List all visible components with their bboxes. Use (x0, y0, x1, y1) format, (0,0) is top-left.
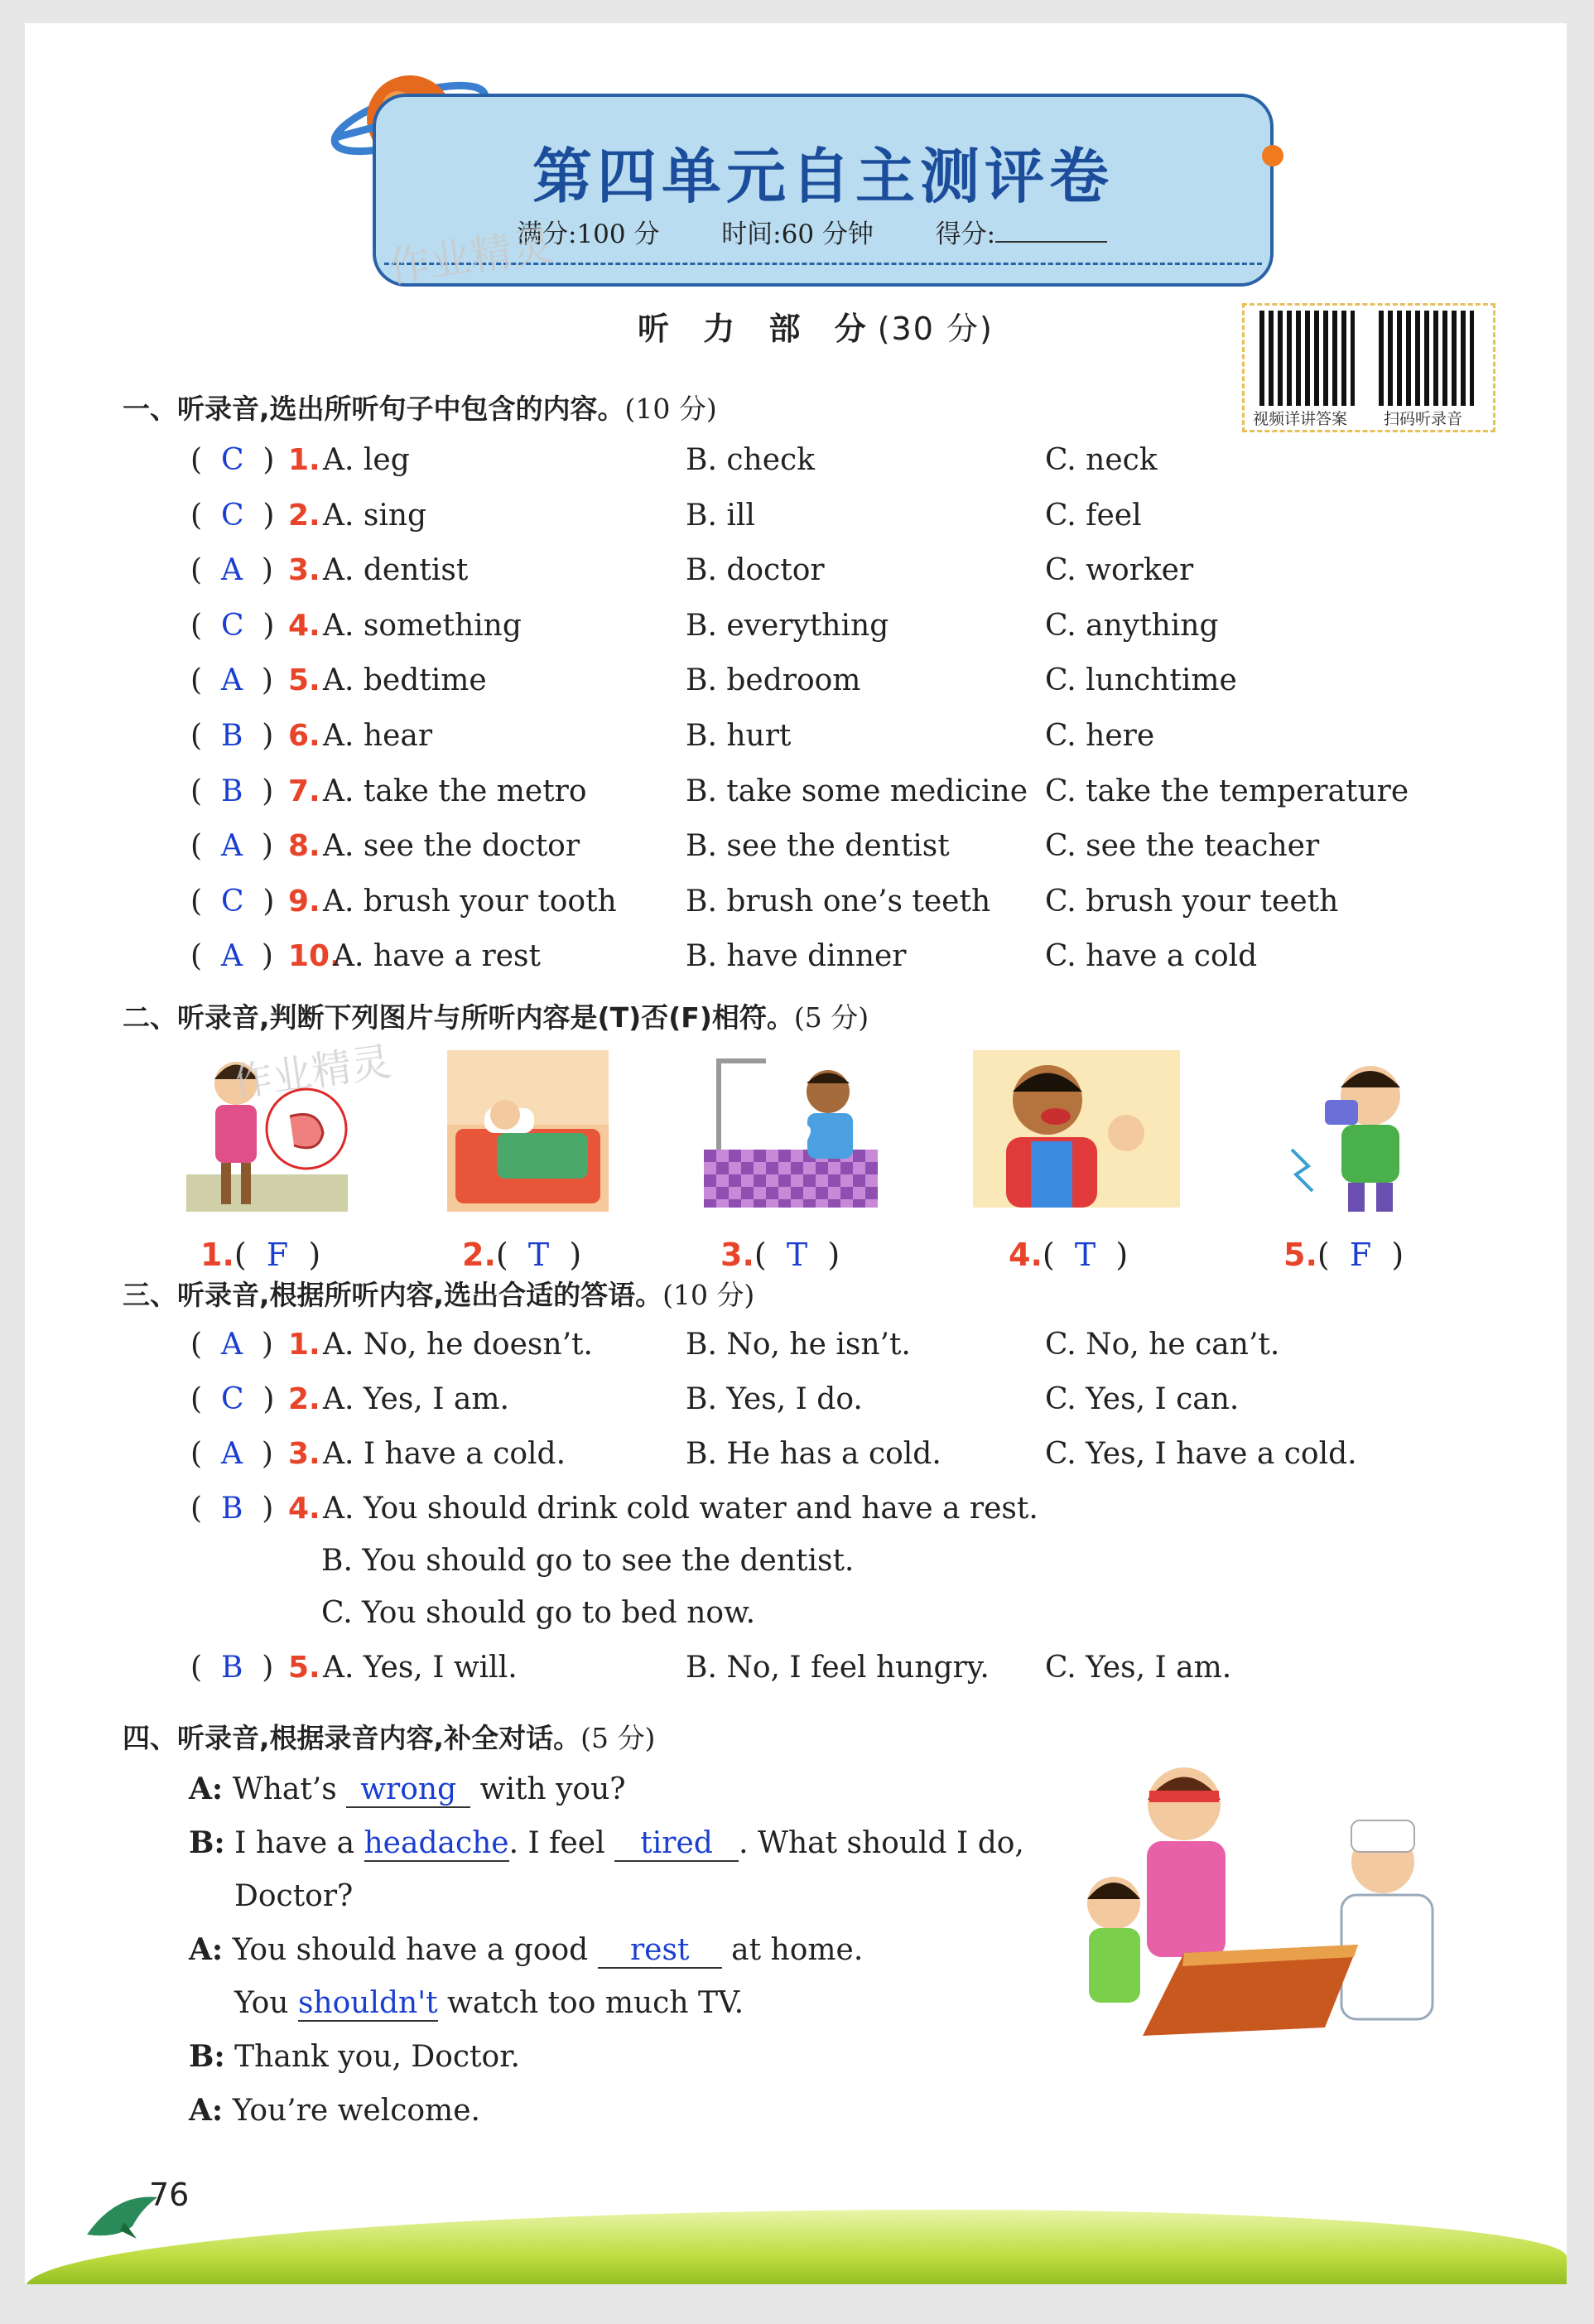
answer-letter: C (220, 1382, 244, 1416)
option-a[interactable]: A. sing (323, 498, 427, 533)
answer-letter: B (220, 774, 243, 808)
question-number: 4. (288, 608, 320, 643)
answer-paren[interactable]: ( A ) (190, 553, 273, 588)
qr-label-audio: 扫码听录音 (1384, 410, 1463, 428)
option-b[interactable]: B. Yes, I do. (686, 1382, 863, 1416)
question-number: 5. (288, 663, 320, 698)
option-c[interactable]: C. Yes, I can. (1045, 1382, 1240, 1416)
footer-grass (25, 2210, 1567, 2284)
option-c[interactable]: C. Yes, I am. (1045, 1651, 1232, 1685)
answer-letter: B (220, 1651, 243, 1685)
section3-item-5 (25, 1645, 1567, 1691)
question-number: 3. (288, 1437, 320, 1471)
section2-answer-3[interactable]: 3.( T ) (720, 1237, 840, 1273)
section3-title: 三、听录音,根据所听内容,选出合适的答语。(10 分) (123, 1279, 755, 1311)
picture-sick-in-bed (447, 1050, 609, 1212)
option-b[interactable]: B. ill (686, 498, 755, 533)
answer-paren[interactable]: ( A ) (190, 663, 273, 698)
section1-item-6 (25, 713, 1567, 759)
answer-letter: C (220, 608, 244, 643)
qr-code-answers[interactable] (1259, 311, 1355, 406)
option-a[interactable]: A. something (323, 608, 522, 643)
dialogue-line-2b: Doctor? (234, 1879, 354, 1913)
section3-item-2 (25, 1377, 1567, 1423)
exam-info (517, 213, 1107, 250)
answer-paren[interactable]: ( A ) (190, 829, 273, 864)
question-number: 3. (288, 553, 320, 588)
section4-title: 四、听录音,根据录音内容,补全对话。(5 分) (123, 1722, 656, 1754)
dialogue (189, 1762, 1050, 2138)
option-c[interactable]: C. here (1045, 719, 1155, 753)
section1-item-3 (25, 547, 1567, 594)
blank-1[interactable]: wrong (346, 1773, 470, 1808)
qr-code-audio[interactable] (1379, 311, 1474, 406)
question-number: 10. (288, 939, 341, 974)
question-number: 6. (288, 719, 320, 753)
option-b[interactable]: B. check (686, 443, 815, 477)
section3-list (25, 1322, 1567, 1703)
option-c[interactable]: C. No, he can’t. (1045, 1328, 1280, 1362)
option-a[interactable]: A. leg (323, 443, 410, 477)
question-number: 1. (288, 1328, 320, 1362)
question-number: 2. (288, 498, 320, 533)
option-b[interactable]: B. He has a cold. (686, 1437, 941, 1471)
picture-hurt-leg (704, 1050, 878, 1212)
option-c[interactable]: C. neck (1045, 443, 1158, 477)
dialogue-line-6: A: You’re welcome. (189, 2093, 480, 2128)
answer-paren[interactable]: ( C ) (190, 498, 275, 533)
option-a[interactable]: A. brush your tooth (323, 884, 617, 919)
picture-sneezing-boy (973, 1050, 1180, 1208)
option-b[interactable]: B. have dinner (686, 939, 907, 974)
option-a[interactable]: A. No, he doesn’t. (323, 1328, 593, 1362)
option-a[interactable]: A. Yes, I am. (323, 1382, 509, 1416)
question-number: 9. (288, 884, 320, 919)
score-label: 得分: (935, 219, 996, 249)
option-c[interactable]: C. see the teacher (1045, 829, 1320, 864)
option-a[interactable]: A. I have a cold. (323, 1437, 566, 1471)
answer-paren[interactable]: ( B ) (190, 1492, 274, 1526)
answer-paren[interactable]: ( B ) (190, 1651, 274, 1685)
answer-paren[interactable]: ( A ) (190, 1437, 273, 1471)
answer-letter: A (220, 553, 243, 588)
option-c[interactable]: C. anything (1045, 608, 1219, 643)
blank-5[interactable]: shouldn't (297, 1986, 438, 2020)
section2-title: 二、听录音,判断下列图片与所听内容是(T)否(F)相符。(5 分) (123, 1001, 869, 1034)
section3-item-3 (25, 1431, 1567, 1478)
section2-answer-4[interactable]: 4.( T ) (1009, 1237, 1129, 1273)
option-b[interactable]: B. No, he isn’t. (686, 1328, 911, 1362)
section1-item-5 (25, 658, 1567, 704)
picture-toothache-boy (1275, 1050, 1441, 1216)
section1-item-8 (25, 823, 1567, 870)
answer-paren[interactable]: ( A ) (190, 1328, 273, 1362)
full-score: 满分:100 分 (517, 219, 660, 249)
option-b[interactable]: B. hurt (686, 719, 792, 753)
section1-item-1 (25, 437, 1567, 484)
answer-letter: A (220, 663, 243, 698)
option-b[interactable]: B. take some medicine (686, 774, 1028, 808)
answer-letter: C (220, 443, 244, 477)
section1-item-10 (25, 933, 1567, 980)
dialogue-line-3: A: You should have a good rest at home. (189, 1932, 864, 1967)
answer-letter: A (220, 939, 243, 974)
watermark-2: 作业精灵 (229, 1038, 394, 1107)
option-a[interactable]: A. have a rest (333, 939, 541, 974)
question-number: 2. (288, 1382, 320, 1416)
option-b[interactable]: B. You should go to see the dentist. (321, 1544, 855, 1578)
option-c[interactable]: C. feel (1045, 498, 1142, 533)
question-number: 8. (288, 829, 320, 864)
answer-letter: A (220, 829, 243, 864)
qr-label-answers: 视频详讲答案 (1253, 410, 1348, 428)
section2-answer-5[interactable]: 5.( F ) (1283, 1237, 1404, 1273)
section1-item-2 (25, 493, 1567, 539)
option-a[interactable]: A. see the doctor (323, 829, 580, 864)
answer-paren[interactable]: ( B ) (190, 719, 274, 753)
option-b[interactable]: B. No, I feel hungry. (686, 1651, 990, 1685)
section3-item-1 (25, 1322, 1567, 1368)
dialogue-line-5: B: Thank you, Doctor. (189, 2039, 520, 2074)
question-number: 1. (288, 443, 320, 477)
option-a[interactable]: A. dentist (323, 553, 469, 588)
option-b[interactable]: B. bedroom (686, 663, 861, 698)
section1-item-7 (25, 769, 1567, 815)
option-c[interactable]: C. have a cold (1045, 939, 1258, 974)
option-c[interactable]: C. take the temperature (1045, 774, 1409, 808)
section3-item-4 (25, 1486, 1567, 1643)
section1-title: 一、听录音,选出所听句子中包含的内容。(10 分) (123, 393, 717, 425)
answer-paren[interactable]: ( B ) (190, 774, 274, 808)
option-c[interactable]: C. brush your teeth (1045, 884, 1339, 919)
section1-list (25, 437, 1567, 974)
blank-3[interactable]: tired (614, 1827, 739, 1862)
banner-dot (1262, 145, 1283, 166)
answer-letter: C (220, 884, 244, 919)
dialogue-line-4: You shouldn't watch too much TV. (234, 1986, 744, 2020)
page-title: 第四单元自主测评卷 (532, 142, 1114, 211)
option-c[interactable]: C. You should go to bed now. (321, 1596, 756, 1630)
option-c[interactable]: C. lunchtime (1045, 663, 1237, 698)
dialogue-line-2: B: I have a headache. I feel tired . What should I do, (189, 1825, 1024, 1860)
section1-item-4 (25, 603, 1567, 649)
section2-answer-1[interactable]: 1.( F ) (200, 1237, 321, 1273)
option-a[interactable]: A. take the metro (323, 774, 587, 808)
option-b[interactable]: B. everything (686, 608, 889, 643)
answer-paren[interactable]: ( A ) (190, 939, 273, 974)
blank-2[interactable]: headache (364, 1826, 509, 1860)
option-a[interactable]: A. bedtime (323, 663, 487, 698)
option-b[interactable]: B. see the dentist (686, 829, 950, 864)
answer-letter: C (220, 498, 244, 533)
listening-heading: 听 力 部 分(30 分) (638, 311, 994, 347)
answer-paren[interactable]: ( C ) (190, 884, 275, 919)
qr-box (1242, 303, 1495, 432)
option-c[interactable]: C. Yes, I have a cold. (1045, 1437, 1357, 1471)
answer-letter: A (220, 1437, 243, 1471)
question-number: 4. (288, 1492, 320, 1526)
dialogue-line-1: A: What’s wrong with you? (189, 1772, 626, 1806)
answer-paren[interactable]: ( C ) (190, 443, 275, 477)
picture-doctor-visit (1052, 1754, 1490, 2052)
answer-paren[interactable]: ( C ) (190, 608, 275, 643)
answer-paren[interactable]: ( C ) (190, 1382, 275, 1416)
question-number: 5. (288, 1651, 320, 1685)
page-number: 76 (149, 2177, 190, 2213)
option-a[interactable]: A. hear (323, 719, 433, 753)
option-a[interactable]: A. Yes, I will. (323, 1651, 518, 1685)
watermark: 作业精灵 (385, 221, 556, 292)
blank-4[interactable]: rest (598, 1934, 722, 1969)
option-b[interactable]: B. doctor (686, 553, 825, 588)
option-b[interactable]: B. brush one’s teeth (686, 884, 991, 919)
section2-answer-2[interactable]: 2.( T ) (462, 1237, 582, 1273)
option-c[interactable]: C. worker (1045, 553, 1194, 588)
worksheet-page (25, 23, 1567, 2284)
answer-letter: B (220, 719, 243, 753)
answer-letter: A (220, 1328, 243, 1362)
section1-item-9 (25, 879, 1567, 925)
exam-time: 时间:60 分钟 (721, 219, 874, 249)
question-number: 7. (288, 774, 320, 808)
option-a[interactable]: A. You should drink cold water and have a rest. (323, 1492, 1038, 1526)
